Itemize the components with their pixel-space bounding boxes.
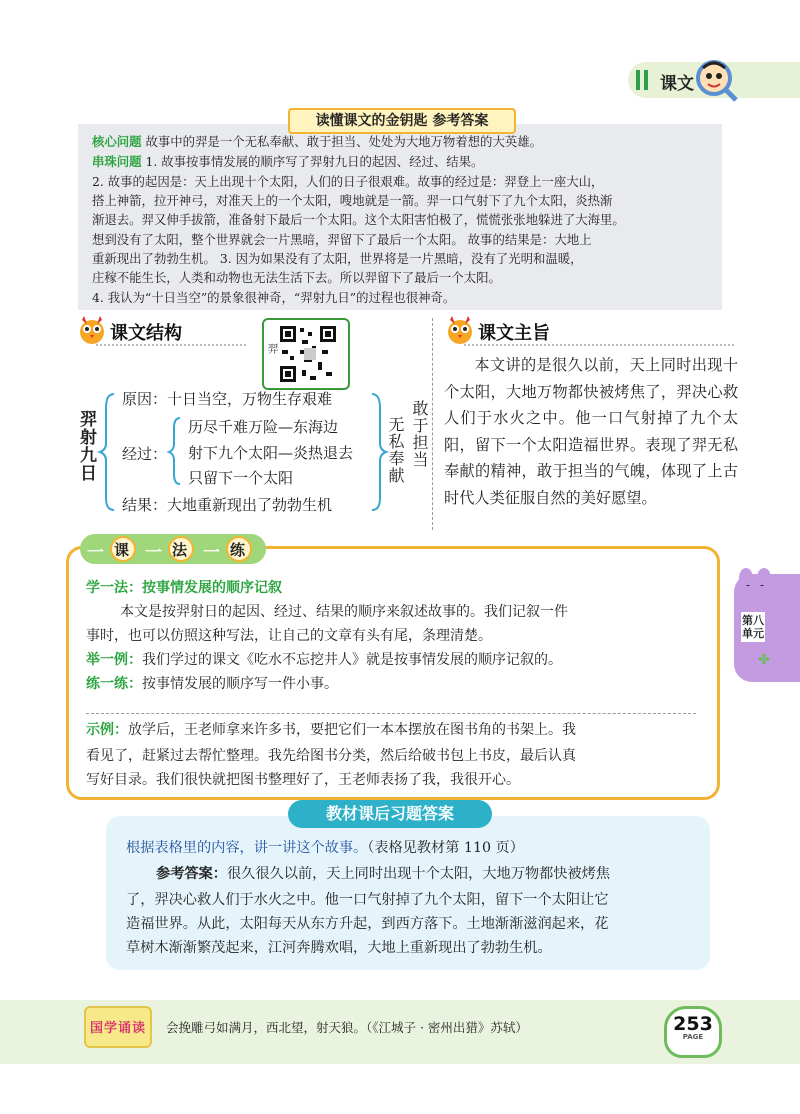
- answer-line: 搭上神箭，拉开神弓，对准天上的一个太阳，嗖地就是一箭。羿一口气射下了九个太阳，炎热渐: [92, 193, 613, 208]
- structure-header: [76, 318, 256, 344]
- method-learn-text: 本文是按羿射日的起因、经过、结果的顺序来叙述故事的。我们记叙一件: [120, 604, 568, 620]
- textbook-answer-line: 草树木渐渐繁茂起来，江河奔腾欢唱，大地上重新现出了勃勃生机。: [126, 940, 552, 956]
- method-learn-text: 事时，也可以仿照这种写法，让自己的文章有头有尾，条理清楚。: [86, 628, 492, 644]
- structure-title: 羿射九日: [76, 410, 96, 482]
- qr-label: 羿: [266, 343, 279, 354]
- banner-char: 课: [114, 541, 130, 559]
- structure-process-item: 只留下一个太阳: [188, 469, 294, 487]
- method-sample: 示例：放学后，王老师拿来许多书，要把它们一本本摆放在图书角的书架上。我: [86, 722, 576, 738]
- tab-ears-icon: [736, 566, 776, 586]
- page-word: PAGE: [682, 1033, 704, 1041]
- owl-mascot-icon: [76, 314, 108, 346]
- method-learn: 学一法：按事情发展的顺序记叙: [86, 580, 282, 596]
- textbook-answer-line: 了，羿决心救人们于水火之中。他一口气射掉了九个太阳，留下一个太阳让它: [126, 892, 609, 908]
- page-number: 253: [673, 1013, 713, 1035]
- structure-trait: 无私奉献: [386, 416, 405, 484]
- footer-logo: 国学诵读: [84, 1006, 152, 1048]
- unit-side-tab-label: 第八单元: [742, 614, 764, 640]
- banner-char: 一: [203, 543, 220, 563]
- structure-result: 结果：大地重新现出了勃勃生机: [122, 496, 333, 514]
- section-divider: [432, 318, 434, 530]
- answer-line: 核心问题 故事中的羿是一个无私奉献、敢于担当、处处为大地万物着想的大英雄。: [92, 134, 543, 149]
- answer-box-title: 读懂课文的金钥匙 参考答案: [288, 108, 516, 134]
- theme-header: [444, 318, 744, 344]
- structure-process-label: 经过：: [122, 445, 168, 463]
- method-practice: 练一练：按事情发展的顺序写一件小事。: [86, 676, 338, 692]
- textbook-answer-line: 参考答案：很久很久以前，天上同时出现十个太阳，大地万物都快被烤焦: [156, 866, 611, 882]
- banner-char: 一: [145, 543, 162, 563]
- answer-line: 想到没有了太阳，整个世界就会一片黑暗，羿留下了最后一个太阳。 故事的结果是：大地上: [92, 232, 592, 247]
- textbook-answer-line: 造福世界。从此，太阳每天从东方升起，到西方落下。土地渐渐滋润起来，花: [126, 916, 609, 932]
- theme-header-label: 课文主旨: [478, 323, 550, 344]
- banner-char: 法: [172, 541, 188, 559]
- method-example: 举一例：我们学过的课文《吃水不忘挖井人》就是按事情发展的顺序记叙的。: [86, 652, 562, 668]
- method-sample-line: 看见了，赶紧过去帮忙整理。我先给图书分类，然后给破书包上书皮，最后认真: [86, 748, 576, 764]
- owl-mascot-icon: [444, 314, 476, 346]
- clover-icon: ✤: [758, 652, 770, 668]
- banner-char: 练: [230, 541, 246, 559]
- structure-process-item: 射下九个太阳—炎热退去: [188, 444, 354, 462]
- qr-code[interactable]: [262, 318, 350, 390]
- divider: [86, 713, 696, 714]
- method-sample-line: 写好目录。我们很快就把图书整理好了，王老师表扬了我，我很开心。: [86, 772, 520, 788]
- structure-trait: 敢于担当: [410, 400, 429, 468]
- answer-line: 串珠问题 1. 故事按事情发展的顺序写了羿射九日的起因、经过、结果。: [92, 154, 484, 169]
- textbook-question: 根据表格里的内容，讲一讲这个故事。（表格见教材第 110 页）: [126, 840, 524, 856]
- section-label: 课文: [660, 74, 694, 94]
- section-bars-icon: [636, 70, 654, 90]
- answer-line: 4. 我认为“十日当空”的景象很神奇，“羿射九日”的过程也很神奇。: [92, 290, 456, 305]
- method-banner: [80, 534, 266, 564]
- banner-char: 一: [87, 543, 104, 563]
- textbook-answer-title: 教材课后习题答案: [288, 800, 492, 828]
- answer-line: 重新现出了勃勃生机。 3. 因为如果没有了太阳，世界将是一片黑暗，没有了光明和温暖，: [92, 251, 583, 266]
- structure-cause: 原因：十日当空，万物生存艰难: [122, 390, 333, 408]
- page-badge: [664, 1006, 722, 1058]
- answer-line: 庄稼不能生长，人类和动物也无法生活下去。所以羿留下了最后一个太阳。: [92, 270, 501, 285]
- footer-quote: 会挽雕弓如满月，西北望，射天狼。（《江城子 · 密州出猎》苏轼）: [166, 1020, 528, 1035]
- answer-line: 2. 故事的起因是：天上出现十个太阳，人们的日子很艰难。故事的经过是：羿登上一座大山，: [92, 174, 604, 189]
- answer-line: 渐退去。羿又伸手拔箭，准备射下最后一个太阳。这个太阳害怕极了，慌慌张张地躲进了大海里。: [92, 212, 625, 227]
- magnifier-mascot-icon: [694, 58, 738, 102]
- structure-header-label: 课文结构: [110, 323, 182, 344]
- theme-text: 本文讲的是很久以前，天上同时出现十个太阳，大地万物都快被烤焦了，羿决心救人们于水火之中。他一口气射掉了九个太阳，留下一个太阳造福世界。表现了羿无私奉献的精神，敢于担当的气魄，体现了上古时代人类征服自然的美好愿望。: [444, 356, 738, 507]
- structure-process-item: 历尽千难万险—东海边: [188, 418, 339, 436]
